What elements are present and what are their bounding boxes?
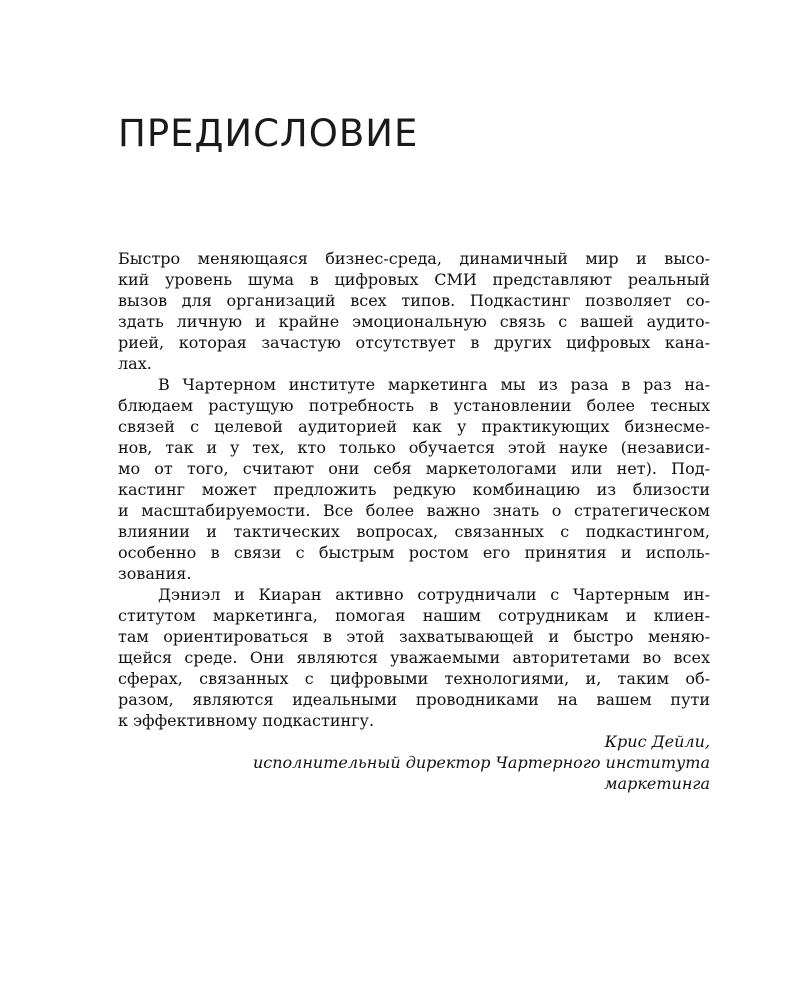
foreword-body (118, 248, 710, 794)
text-line: влиянии и тактических вопросах, связанных с подкастингом, (118, 522, 710, 541)
text-line: здать личную и крайне эмоциональную связь с вашей аудито- (118, 312, 710, 331)
text-line: В Чартерном институте маркетинга мы из раза в раз на- (158, 375, 710, 394)
text-line: Быстро меняющаяся бизнес-среда, динамичный мир и высо- (118, 249, 710, 268)
text-line: вызов для организаций всех типов. Подкастинг позволяет со- (118, 291, 710, 310)
text-line: Дэниэл и Киаран активно сотрудничали с Чартерным ин- (158, 585, 710, 604)
text-line: ститутом маркетинга, помогая нашим сотрудникам и клиен- (118, 606, 710, 625)
text-line: зования. (118, 564, 192, 583)
text-line: кастинг может предложить редкую комбинацию из близости (118, 480, 710, 499)
text-line: кий уровень шума в цифровых СМИ представляют реальный (118, 270, 710, 289)
text-line: щейся среде. Они являются уважаемыми авторитетами во всех (118, 648, 710, 667)
paragraph-3 (118, 584, 710, 731)
text-line: мо от того, считают они себя маркетологами или нет). Под- (118, 459, 710, 478)
text-line: там ориентироваться в этой захватывающей и быстро меняю- (118, 627, 710, 646)
text-line: сферах, связанных с цифровыми технологиями, и, таким об- (118, 669, 710, 688)
text-line: и масштабируемости. Все более важно знать о стратегическом (118, 501, 710, 520)
text-line: лах. (118, 354, 152, 373)
signature-role-continued: маркетинга (604, 774, 710, 793)
text-line: рией, которая зачастую отсутствует в других цифровых кана- (118, 333, 710, 352)
paragraph-1 (118, 248, 710, 374)
text-line: к эффективному подкастингу. (118, 711, 375, 730)
text-line: связей с целевой аудиторией как у практикующих бизнесме- (118, 417, 710, 436)
paragraph-2 (118, 374, 710, 584)
page-title: ПРЕДИСЛОВИЕ (118, 112, 419, 155)
signature-role: исполнительный директор Чартерного института (252, 753, 710, 772)
text-line: нов, так и у тех, кто только обучается этой науке (независи- (118, 438, 710, 457)
signature-name: Крис Дейли, (604, 732, 710, 751)
text-line: блюдаем растущую потребность в установлении более тесных (118, 396, 710, 415)
text-line: особенно в связи с быстрым ростом его принятия и исполь- (118, 543, 710, 562)
signature-block (118, 731, 710, 794)
text-line: разом, являются идеальными проводниками на вашем пути (118, 690, 710, 709)
